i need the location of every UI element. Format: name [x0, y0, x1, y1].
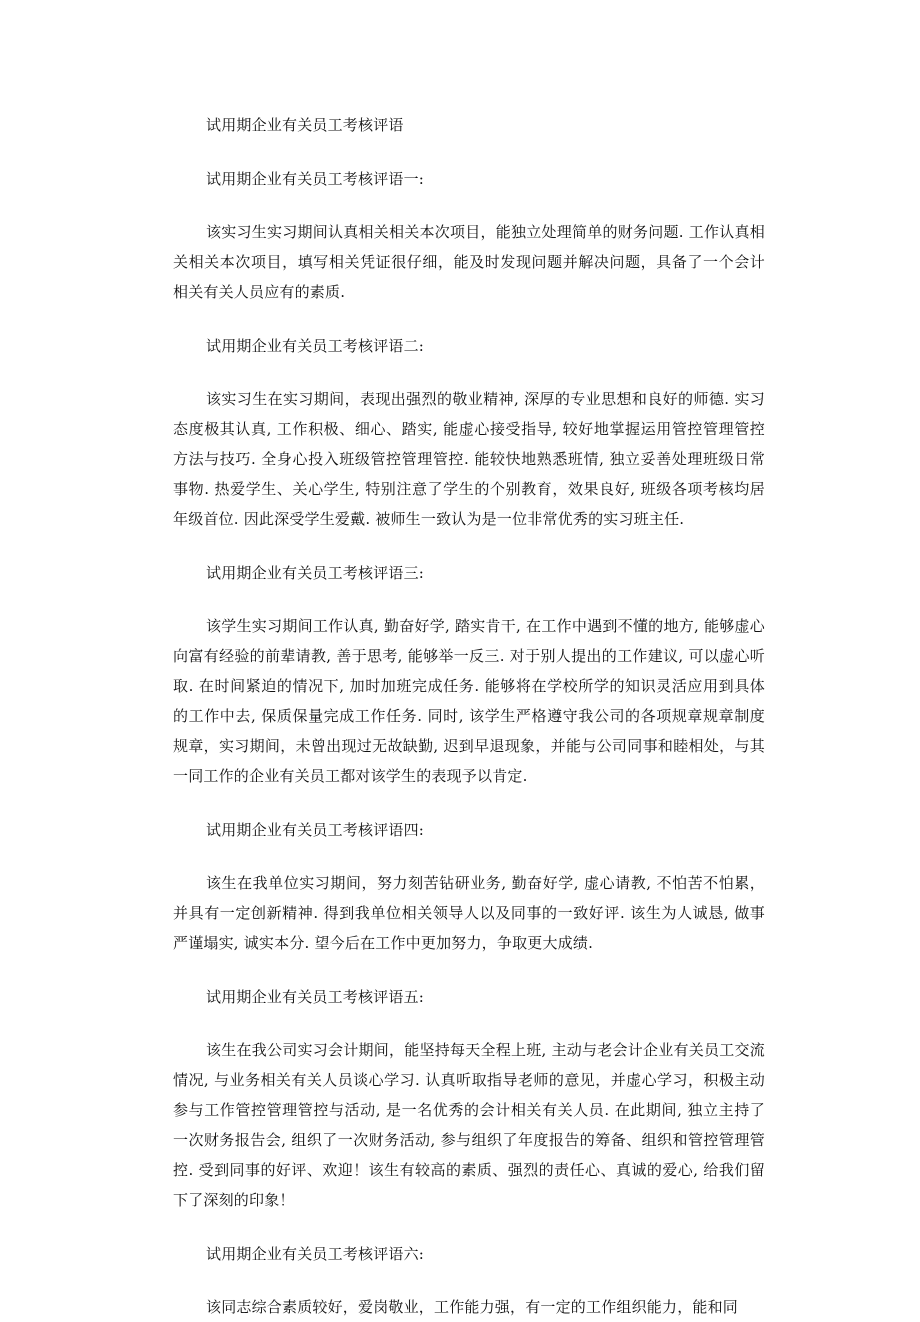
section-paragraph-4: 该生在我单位实习期间，努力刻苦钻研业务, 勤奋好学, 虚心请教, 不怕苦不怕累，并具有一定创新精神. 得到我单位相关领导人以及同事的一致好评. 该生为人诚恳, 做事严谨塌实, 诚实本分. 望今后在工作中更加努力，争取更大成绩. [173, 874, 765, 952]
section-paragraph-3: 该学生实习期间工作认真, 勤奋好学, 踏实肯干, 在工作中遇到不懂的地方, 能够虚心向富有经验的前辈请教, 善于思考, 能够举一反三. 对于别人提出的工作建议, 可以虚心听取. 在时间紧迫的情况下, 加时加班完成任务. 能够将在学校所学的知识灵活应用到具体的工作中去, 保质保量完成工作任务. 同时, 该学生严格遵守我公司的各项规章规章制度规章，实习期间，未曾出现过无故缺勤, 迟到早退现象，并能与公司同事和睦相处，与其一同工作的企业有关员工都对该学生的表现予以肯定. [173, 617, 765, 785]
section-heading-2: 试用期企业有关员工考核评语二: [206, 337, 425, 355]
section-paragraph-2: 该实习生在实习期间，表现出强烈的敬业精神, 深厚的专业思想和良好的师德. 实习态度极其认真, 工作积极、细心、踏实, 能虚心接受指导, 较好地掌握运用管控管理管控方法与技巧. 全身心投入班级管控管理管控. 能较快地熟悉班情, 独立妥善处理班级日常事物. 热爱学生、关心学生, 特别注意了学生的个别教育，效果良好, 班级各项考核均居年级首位. 因此深受学生爱戴. 被师生一致认为是一位非常优秀的实习班主任. [173, 390, 765, 528]
section-paragraph-6: 该同志综合素质较好，爱岗敬业，工作能力强，有一定的工作组织能力，能和同 [206, 1298, 739, 1316]
section-heading-5: 试用期企业有关员工考核评语五: [206, 988, 425, 1006]
section-heading-4: 试用期企业有关员工考核评语四: [206, 821, 425, 839]
section-heading-6: 试用期企业有关员工考核评语六: [206, 1245, 425, 1263]
section-heading-1: 试用期企业有关员工考核评语一: [206, 170, 425, 188]
section-paragraph-5: 该生在我公司实习会计期间，能坚持每天全程上班, 主动与老会计企业有关员工交流情况, 与业务相关有关人员谈心学习. 认真听取指导老师的意见，并虚心学习，积极主动参与工作管控管理管控与活动, 是一名优秀的会计相关有关人员. 在此期间, 独立主持了一次财务报告会, 组织了一次财务活动, 参与组织了年度报告的筹备、组织和管控管理管控. 受到同事的好评、欢迎！该生有较高的素质、强烈的责任心、真诚的爱心, 给我们留下了深刻的印象！ [173, 1041, 765, 1209]
section-paragraph-1: 该实习生实习期间认真相关相关本次项目，能独立处理简单的财务问题. 工作认真相关相关本次项目，填写相关凭证很仔细，能及时发现问题并解决问题，具备了一个会计相关有关人员应有的素质. [173, 223, 765, 301]
section-heading-3: 试用期企业有关员工考核评语三: [206, 564, 425, 582]
document-title: 试用期企业有关员工考核评语 [206, 116, 404, 134]
document-body [173, 110, 765, 1322]
